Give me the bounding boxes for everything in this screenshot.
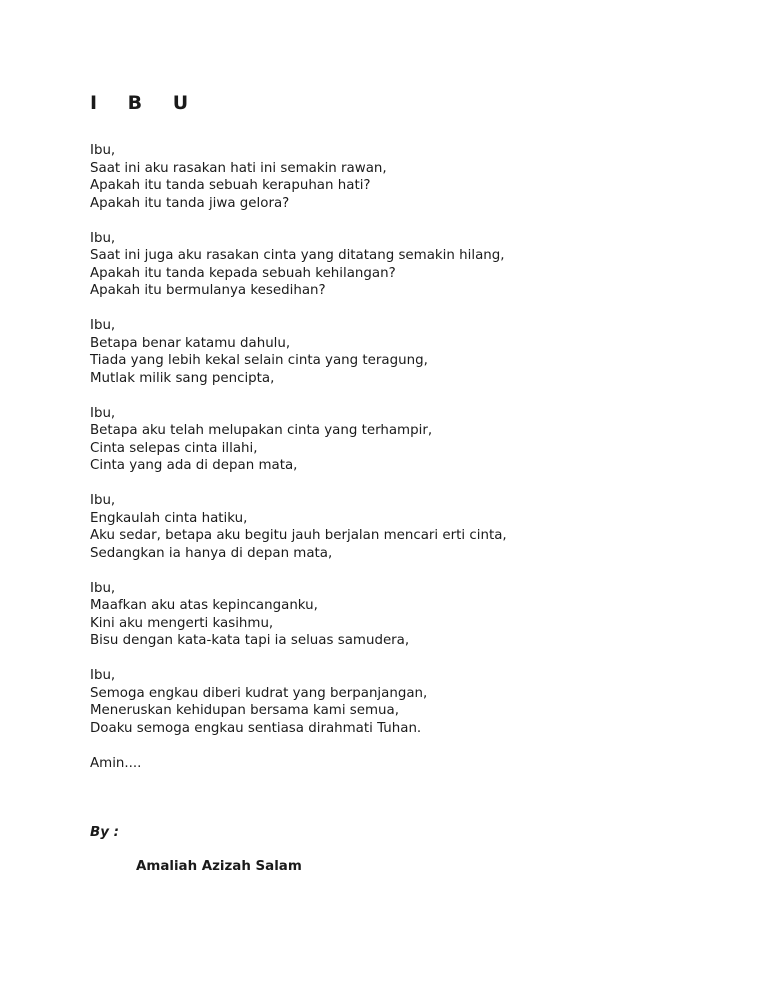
poem-line: Ibu, (90, 668, 116, 683)
poem-line: Ibu, (90, 143, 116, 158)
poem-line: Aku sedar, betapa aku begitu jauh berjalan mencari erti cinta, (90, 528, 507, 543)
poem-line: Apakah itu bermulanya kesedihan? (90, 283, 326, 298)
poem-line: Mutlak milik sang pencipta, (90, 370, 275, 386)
poem-line: Ibu, (90, 493, 116, 508)
poem-line: Saat ini juga aku rasakan cinta yang ditatang semakin hilang, (90, 248, 505, 263)
poem-line: Cinta yang ada di depan mata, (90, 458, 298, 473)
poem-line: Ibu, (90, 405, 116, 421)
poem-title: I B U (90, 92, 201, 114)
poem-line: Betapa benar katamu dahulu, (90, 335, 291, 351)
poem-line: Apakah itu tanda kepada sebuah kehilangan? (90, 265, 396, 281)
stanza (90, 405, 730, 475)
poem-body (90, 142, 730, 772)
author-name: Amaliah Azizah Salam (136, 859, 302, 874)
poem-line: Kini aku mengerti kasihmu, (90, 615, 274, 631)
stanza (90, 492, 730, 562)
byline-label: By : (90, 825, 119, 840)
closing-line: Amin.... (90, 755, 142, 771)
poem-line: Betapa aku telah melupakan cinta yang terhampir, (90, 423, 433, 438)
poem-line: Maafkan aku atas kepincanganku, (90, 598, 318, 613)
poem-line: Ibu, (90, 580, 116, 596)
poem-line: Bisu dengan kata-kata tapi ia seluas samudera, (90, 633, 410, 648)
poem-line: Doaku semoga engkau sentiasa dirahmati Tuhan. (90, 720, 422, 736)
poem-line: Sedangkan ia hanya di depan mata, (90, 545, 333, 561)
poem-line: Tiada yang lebih kekal selain cinta yang teragung, (90, 353, 428, 368)
poem-line: Saat ini aku rasakan hati ini semakin rawan, (90, 160, 387, 176)
poem-line: Ibu, (90, 318, 116, 333)
poem-line: Apakah itu tanda jiwa gelora? (90, 195, 290, 211)
stanza (90, 580, 730, 650)
stanza (90, 667, 730, 737)
poem-line: Semoga engkau diberi kudrat yang berpanjangan, (90, 685, 428, 701)
stanza (90, 230, 730, 300)
poem-line: Cinta selepas cinta illahi, (90, 440, 258, 456)
poem-line: Engkaulah cinta hatiku, (90, 510, 248, 526)
stanza (90, 142, 730, 212)
stanza (90, 317, 730, 387)
poem-line: Ibu, (90, 230, 116, 246)
poem-line: Apakah itu tanda sebuah kerapuhan hati? (90, 178, 371, 193)
poem-line: Meneruskan kehidupan bersama kami semua, (90, 703, 399, 718)
